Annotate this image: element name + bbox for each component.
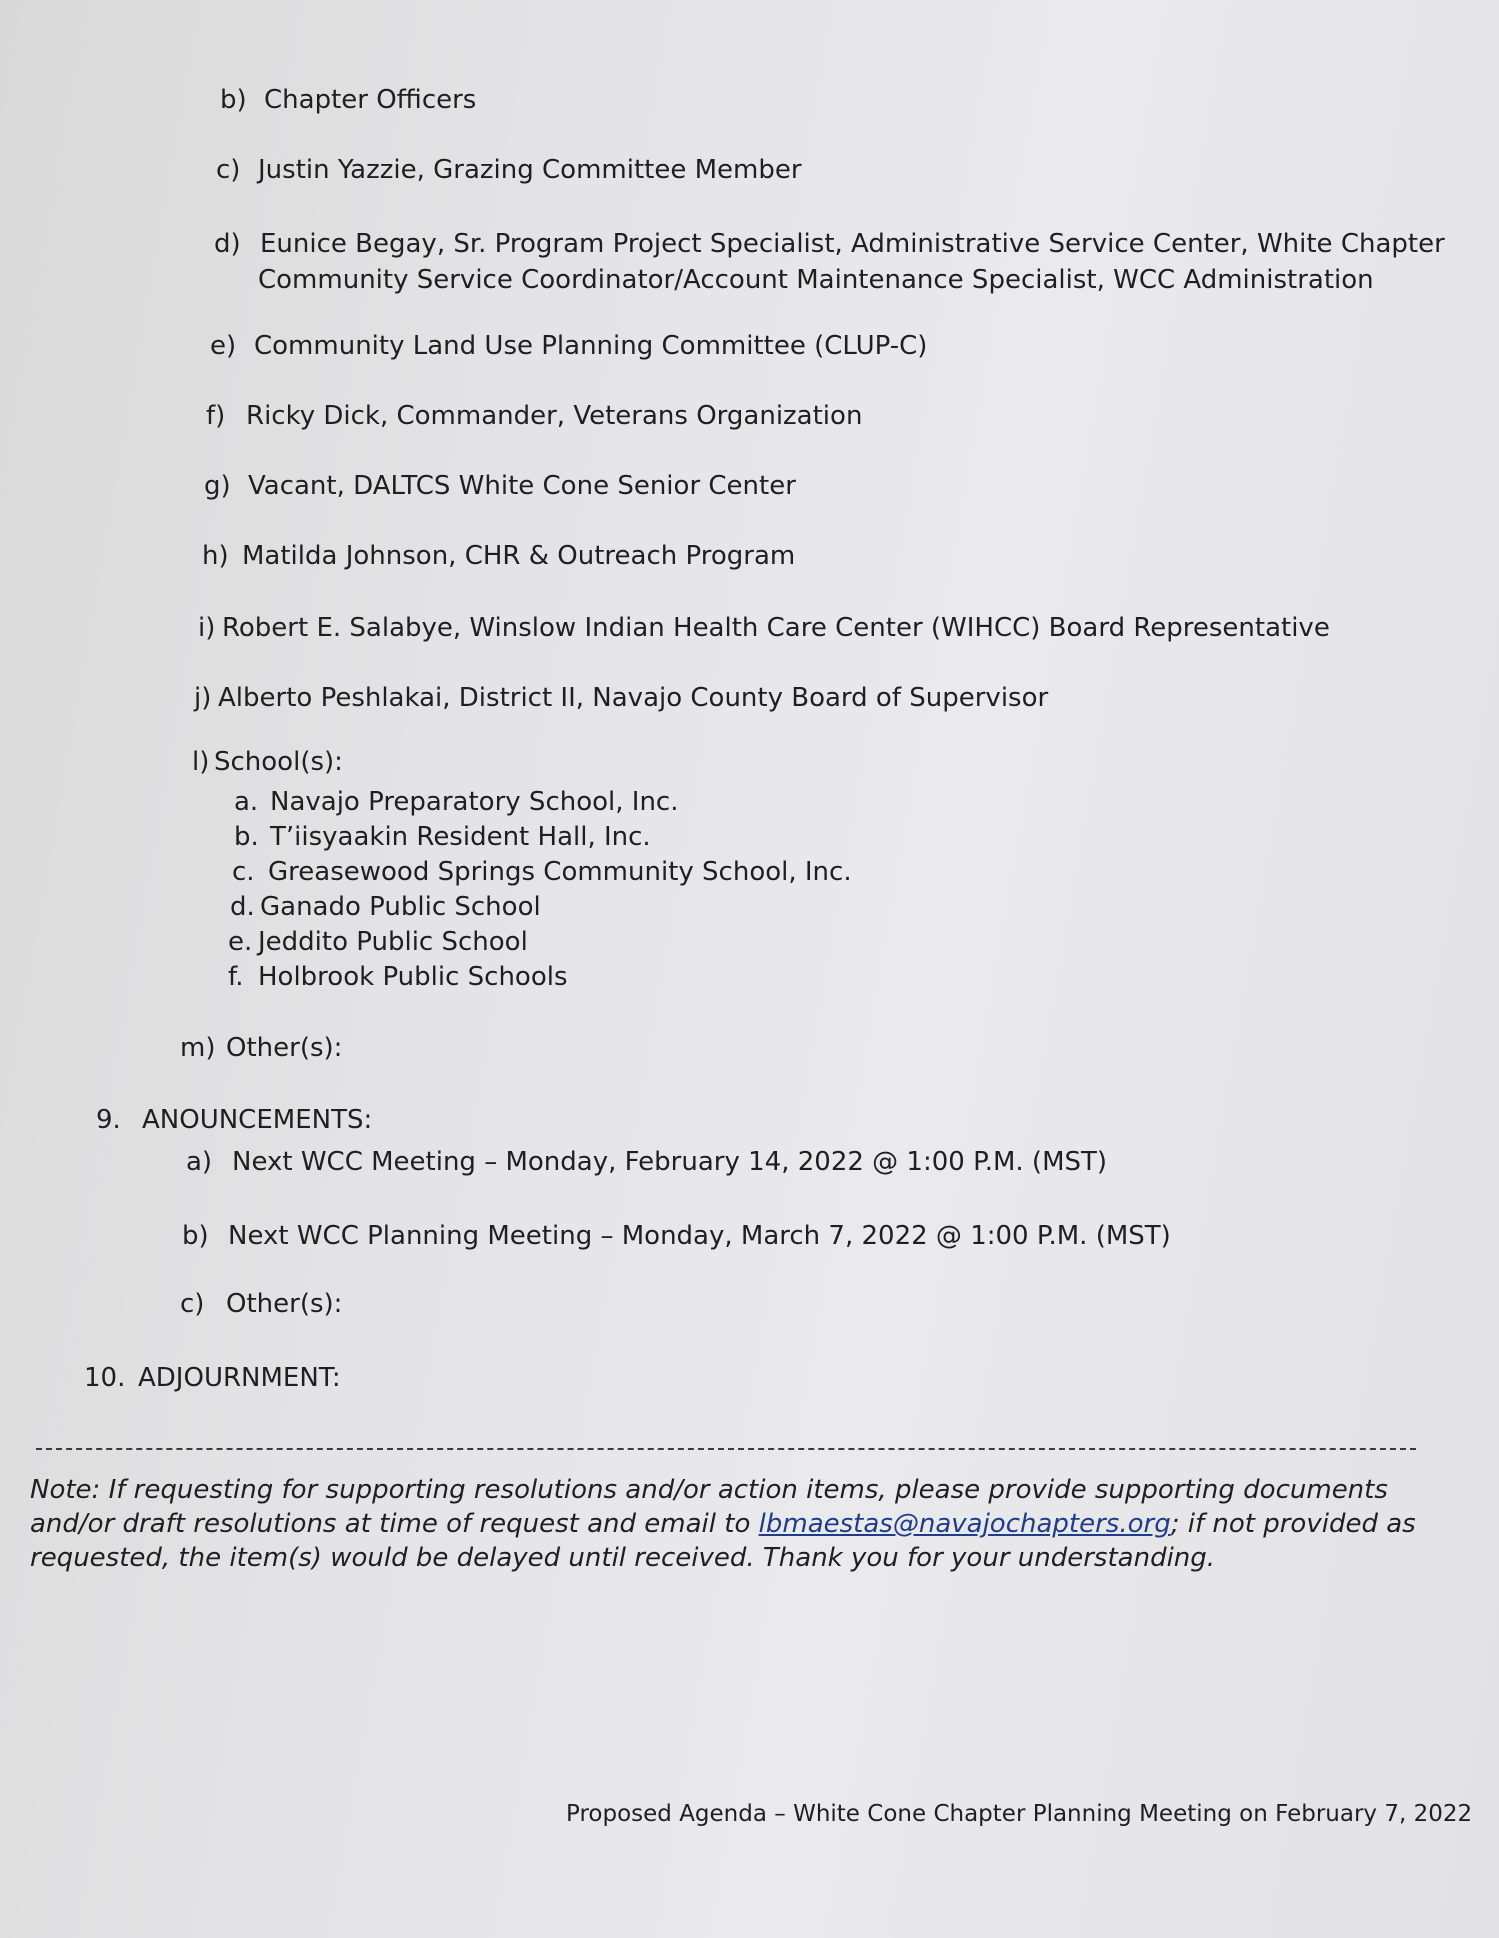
school-name: Navajo Preparatory School, Inc. xyxy=(270,787,679,817)
school-item xyxy=(228,926,528,958)
agenda-item-j xyxy=(194,682,1048,714)
school-item xyxy=(234,821,651,853)
announcement-item xyxy=(182,1220,1171,1252)
item-label: m) xyxy=(180,1033,216,1063)
item-label: g) xyxy=(204,471,231,501)
dashed-divider xyxy=(36,1448,1416,1450)
item-label: l) xyxy=(192,747,210,777)
item-label: f) xyxy=(206,401,226,431)
agenda-item-i xyxy=(198,612,1330,644)
section-number: 9. xyxy=(96,1105,121,1135)
school-label: c. xyxy=(232,857,255,887)
item-text: Next WCC Meeting – Monday, February 14, 2022 @ 1:00 P.M. (MST) xyxy=(232,1147,1108,1177)
note-text: ; if not provided as xyxy=(1170,1509,1416,1539)
item-label: c) xyxy=(180,1289,205,1319)
note-line-3: requested, the item(s) would be delayed until received. Thank you for your understanding. xyxy=(30,1543,1216,1573)
agenda-item-d xyxy=(214,228,1445,260)
page-footer: Proposed Agenda – White Cone Chapter Planning Meeting on February 7, 2022 xyxy=(566,1801,1473,1827)
section-title: ANOUNCEMENTS: xyxy=(142,1105,373,1135)
school-name: Ganado Public School xyxy=(260,892,541,922)
agenda-item-d-continued xyxy=(258,264,1374,296)
note-line-1: Note: If requesting for supporting resolutions and/or action items, please provide supporting documents xyxy=(30,1475,1388,1505)
item-text: Alberto Peshlakai, District II, Navajo County Board of Supervisor xyxy=(218,683,1049,713)
section-number: 10. xyxy=(84,1363,126,1393)
item-text: Other(s): xyxy=(226,1033,343,1063)
agenda-item-f xyxy=(206,400,862,432)
item-label: d) xyxy=(214,229,241,259)
agenda-item-e xyxy=(210,330,927,362)
school-name: Holbrook Public Schools xyxy=(258,962,568,992)
agenda-item-b xyxy=(220,84,476,116)
item-text: Matilda Johnson, CHR & Outreach Program xyxy=(242,541,796,571)
section-9-heading xyxy=(96,1104,372,1136)
announcement-item xyxy=(180,1288,342,1320)
item-label: h) xyxy=(202,541,229,571)
item-text: Robert E. Salabye, Winslow Indian Health Care Center (WIHCC) Board Representative xyxy=(222,613,1330,643)
section-title: ADJOURNMENT: xyxy=(138,1363,341,1393)
email-link[interactable]: lbmaestas@navajochapters.org xyxy=(758,1509,1171,1539)
agenda-item-h xyxy=(202,540,795,572)
item-text: School(s): xyxy=(214,747,343,777)
note-line-2 xyxy=(30,1508,1430,1540)
item-label: b) xyxy=(220,85,247,115)
agenda-item-m xyxy=(180,1032,342,1064)
school-item xyxy=(234,786,678,818)
school-label: b. xyxy=(234,822,259,852)
school-label: d. xyxy=(230,892,255,922)
item-label: e) xyxy=(210,331,237,361)
agenda-item-g xyxy=(204,470,796,502)
item-label: c) xyxy=(216,155,241,185)
item-text: Community Service Coordinator/Account Maintenance Specialist, WCC Administration xyxy=(258,265,1374,295)
item-text: Other(s): xyxy=(226,1289,343,1319)
agenda-item-c xyxy=(216,154,802,186)
agenda-item-l xyxy=(192,746,343,778)
item-label: j) xyxy=(194,683,212,713)
section-10-heading xyxy=(84,1362,341,1394)
item-text: Justin Yazzie, Grazing Committee Member xyxy=(258,155,802,185)
item-text: Community Land Use Planning Committee (CLUP-C) xyxy=(254,331,928,361)
school-name: T’iisyaakin Resident Hall, Inc. xyxy=(270,822,651,852)
school-label: e. xyxy=(228,927,253,957)
item-text: Chapter Officers xyxy=(264,85,477,115)
school-item xyxy=(230,891,541,923)
item-text: Vacant, DALTCS White Cone Senior Center xyxy=(248,471,796,501)
note-text: and/or draft resolutions at time of request and email to xyxy=(30,1509,759,1539)
item-text: Eunice Begay, Sr. Program Project Specialist, Administrative Service Center, White Chapter xyxy=(260,229,1445,259)
item-text: Next WCC Planning Meeting – Monday, March 7, 2022 @ 1:00 P.M. (MST) xyxy=(228,1221,1171,1251)
item-text: Ricky Dick, Commander, Veterans Organization xyxy=(246,401,863,431)
school-name: Greasewood Springs Community School, Inc. xyxy=(268,857,852,887)
school-label: a. xyxy=(234,787,259,817)
item-label: b) xyxy=(182,1221,209,1251)
item-label: a) xyxy=(186,1147,213,1177)
school-name: Jeddito Public School xyxy=(258,927,528,957)
school-label: f. xyxy=(228,962,244,992)
announcement-item xyxy=(186,1146,1107,1178)
school-item xyxy=(228,961,568,993)
item-label: i) xyxy=(198,613,216,643)
school-item xyxy=(232,856,852,888)
